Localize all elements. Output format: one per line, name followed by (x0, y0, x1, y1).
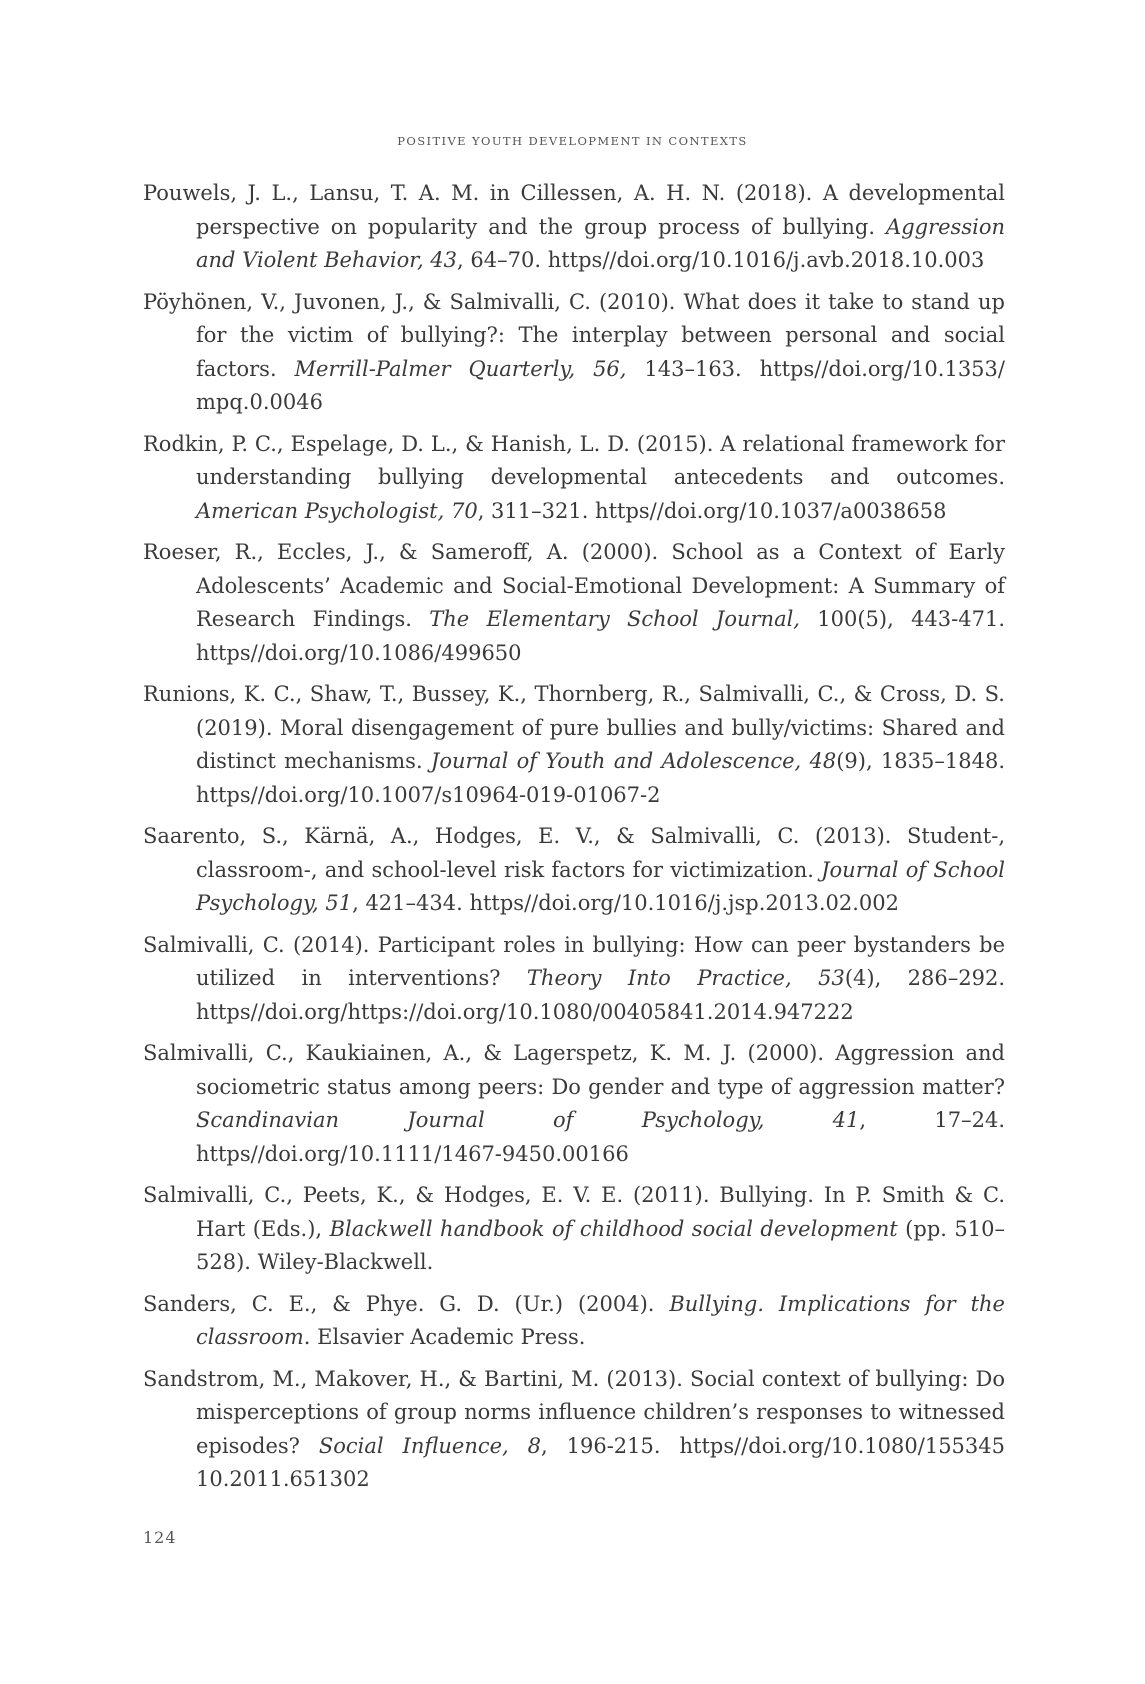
reference-entry (143, 177, 1005, 278)
reference-text: Saarento, S., Kärnä, A., Hodges, E. V., & Salmivalli, C. (2013). Student-, classroom-, and school-level risk factors for victimization. (143, 824, 1005, 882)
running-head: POSITIVE YOUTH DEVELOPMENT IN CONTEXTS (397, 134, 748, 148)
reference-entry (143, 1363, 1005, 1497)
reference-entry (143, 428, 1005, 529)
reference-details: (9), 1835–1848. https//doi.org/10.1007/s10964-019-01067-2 (196, 749, 1005, 807)
reference-text: Salmivalli, C. (2014). Participant roles in bullying: How can peer bystanders be utilized in interventions? (143, 932, 1005, 990)
reference-source: Merrill-Palmer Quarterly, 56, (294, 356, 627, 381)
reference-entry (143, 1037, 1005, 1171)
reference-details: , 196-215. https//doi.org/10.1080/155345 10.2011.651302 (196, 1433, 1006, 1491)
reference-text: Salmivalli, C., Kaukiainen, A., & Lagerspetz, K. M. J. (2000). Aggression and sociometric status among peers: Do gender and type of aggression matter? (143, 1041, 1005, 1099)
reference-source: The Elementary School Journal, (429, 607, 800, 631)
reference-entry (143, 286, 1005, 420)
reference-source: Bullying. Implications for the classroom (196, 1291, 1005, 1349)
reference-details: . Elsavier Academic Press. (303, 1325, 586, 1349)
reference-details: 143–163. https//doi.org/10.1353/ mpq.0.0046 (196, 356, 1005, 414)
reference-text: Rodkin, P. C., Espelage, D. L., & Hanish, L. D. (2015). A relational framework for understanding bullying developmental antecedents and outcomes. (143, 431, 1005, 489)
reference-entry (143, 1179, 1005, 1280)
reference-source: Scandinavian Journal of Psychology, 41 (196, 1108, 860, 1132)
reference-source: Journal of Youth and Adolescence, 48 (430, 749, 837, 773)
reference-source: Journal of School Psychology, 51 (196, 857, 1005, 915)
reference-details: 100(5), 443-471. https//doi.org/10.1086/499650 (196, 607, 1006, 665)
reference-details: , 421–434. https//doi.org/10.1016/j.jsp.2013.02.002 (352, 891, 900, 915)
reference-entry (143, 820, 1005, 921)
reference-text: Runions, K. C., Shaw, T., Bussey, K., Thornberg, R., Salmivalli, C., & Cross, D. S. (2019). Moral disengagement of pure bullies and bully/victims: Shared and distinct mechanisms. (143, 682, 1005, 773)
reference-entry (143, 536, 1005, 670)
reference-details: , 17–24. https//doi.org/10.1111/1467-9450.00166 (196, 1108, 1005, 1166)
reference-source: Social Influence, 8 (318, 1433, 541, 1458)
reference-text: Pöyhönen, V., Juvonen, J., & Salmivalli, C. (2010). What does it take to stand up for the victim of bullying?: The interplay between personal and social factors. (143, 289, 1005, 381)
reference-details: (pp. 510–528). Wiley-Blackwell. (196, 1216, 1006, 1274)
reference-list (143, 177, 1005, 1505)
reference-entry (143, 1288, 1005, 1355)
reference-text: Salmivalli, C., Peets, K., & Hodges, E. V. E. (2011). Bullying. In P. Smith & C. Hart (Eds.), (143, 1183, 1005, 1241)
reference-source: Theory Into Practice, 53 (526, 966, 845, 990)
reference-text: Roeser, R., Eccles, J., & Sameroff, A. (2000). School as a Context of Early Adolescents’ Academic and Social-Emotional Development: A Summary of Research Findings. (143, 540, 1005, 631)
reference-text: Sanders, C. E., & Phye. G. D. (Ur.) (2004). (143, 1291, 670, 1316)
reference-source: Aggression and Violent Behavior, 43 (196, 214, 1005, 272)
reference-details: , 311–321. https//doi.org/10.1037/a0038658 (477, 498, 947, 523)
reference-text: Sandstrom, M., Makover, H., & Bartini, M. (2013). Social context of bullying: Do misperceptions of group norms influence children’s responses to witnessed episodes? (143, 1366, 1005, 1458)
reference-source: Blackwell handbook of childhood social development (329, 1216, 898, 1241)
reference-details: , 64–70. https//doi.org/10.1016/j.avb.2018.10.003 (457, 248, 985, 272)
reference-entry (143, 929, 1005, 1030)
page-number: 124 (143, 1528, 177, 1547)
reference-entry (143, 678, 1005, 812)
reference-text: Pouwels, J. L., Lansu, T. A. M. in Cillessen, A. H. N. (2018). A developmental perspective on popularity and the group process of bullying. (143, 181, 1005, 239)
reference-details: (4), 286–292. https//doi.org/https://doi.org/10.1080/00405841.2014.947222 (196, 966, 1006, 1024)
reference-source: American Psychologist, 70 (196, 498, 478, 523)
